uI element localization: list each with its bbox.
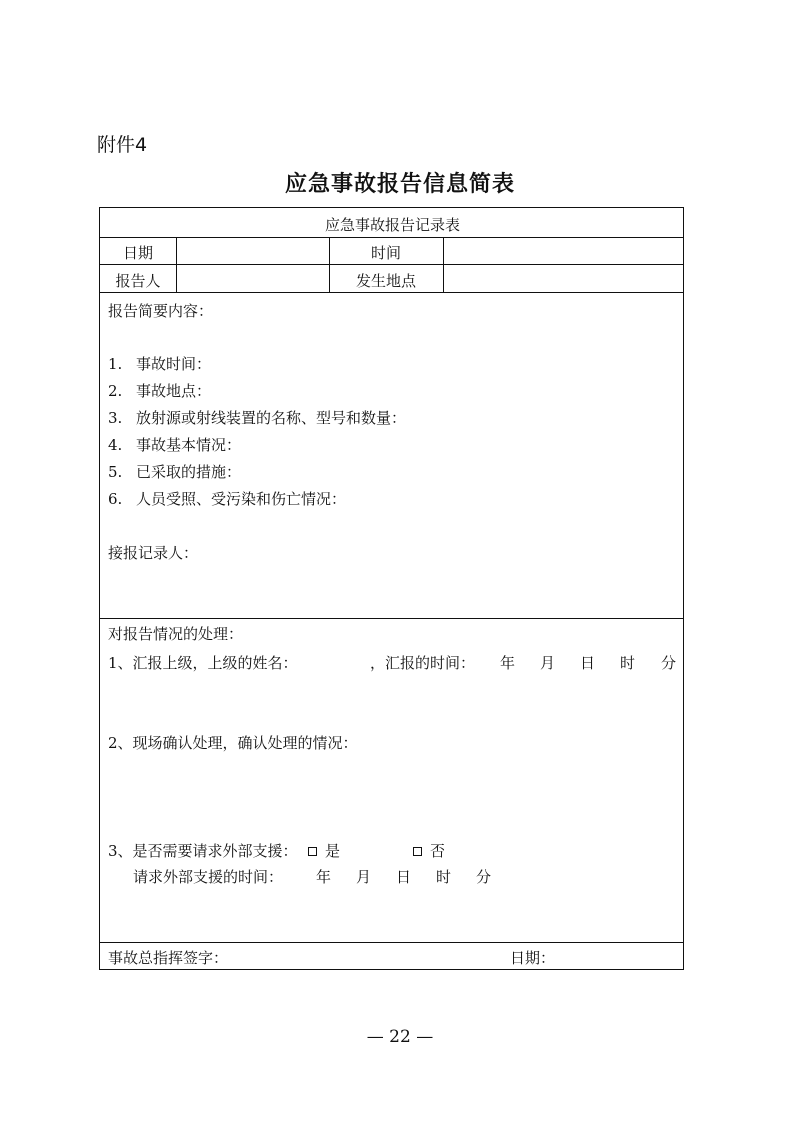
- summary-item: [108, 407, 406, 428]
- option-no[interactable]: [413, 840, 445, 861]
- report-superior-text: 1、汇报上级，上级的姓名：: [108, 654, 298, 672]
- unit-minute: 分: [661, 654, 677, 672]
- unit-day: 日: [396, 868, 412, 886]
- unit-year: 年: [316, 868, 332, 886]
- rule-row2: [100, 292, 683, 293]
- item-text: 事故基本情况：: [136, 436, 242, 454]
- checkbox-yes-icon[interactable]: [308, 847, 317, 856]
- document-title: 应急事故报告信息简表: [284, 171, 515, 197]
- rule-summary: [100, 618, 683, 619]
- report-form: [99, 207, 684, 970]
- unit-month: 月: [540, 654, 556, 672]
- reporter-label: 报告人: [115, 272, 161, 290]
- handling-heading: 对报告情况的处理：: [108, 625, 244, 643]
- reporter-field[interactable]: [177, 265, 329, 292]
- summary-item: [108, 434, 241, 455]
- support-time-label: 请求外部支援的时间：: [133, 868, 284, 886]
- location-label: 发生地点: [355, 272, 416, 290]
- signature-label: 事故总指挥签字：: [108, 949, 229, 967]
- footer-date-label: 日期：: [510, 949, 556, 967]
- item-text: 人员受照、受污染和伤亡情况：: [136, 490, 347, 508]
- summary-item: [108, 461, 241, 482]
- item-number: 2.: [108, 382, 123, 400]
- item-text: 放射源或射线装置的名称、型号和数量：: [136, 409, 407, 427]
- unit-month: 月: [356, 868, 372, 886]
- item-text: 事故时间：: [136, 355, 212, 373]
- item-text: 已采取的措施：: [136, 463, 242, 481]
- onsite-handling-text: 2、现场确认处理，确认处理的情况：: [108, 734, 358, 752]
- time-field[interactable]: [444, 238, 684, 264]
- rule-handling: [100, 942, 683, 943]
- option-yes-label: 是: [325, 842, 341, 860]
- option-yes[interactable]: [308, 840, 340, 861]
- receiver-label: 接报记录人：: [108, 544, 199, 562]
- item-number: 6.: [108, 490, 123, 508]
- summary-heading: 报告简要内容：: [108, 302, 214, 320]
- report-time-text: ，汇报的时间：: [370, 654, 476, 672]
- unit-hour: 时: [436, 868, 452, 886]
- option-no-label: 否: [430, 842, 446, 860]
- location-field[interactable]: [444, 265, 684, 292]
- item-number: 5.: [108, 463, 123, 481]
- summary-item: [108, 353, 211, 374]
- unit-year: 年: [500, 654, 516, 672]
- item-text: 事故地点：: [136, 382, 212, 400]
- item-number: 4.: [108, 436, 123, 454]
- unit-day: 日: [580, 654, 596, 672]
- external-support-text: 3、是否需要请求外部支援：: [108, 842, 298, 860]
- unit-minute: 分: [476, 868, 492, 886]
- time-label: 时间: [370, 244, 401, 262]
- item-number: 1.: [108, 355, 123, 373]
- date-field[interactable]: [177, 238, 329, 264]
- date-label: 日期: [122, 244, 153, 262]
- page-number: — 22 —: [366, 1027, 434, 1047]
- unit-hour: 时: [620, 654, 636, 672]
- form-header: 应急事故报告记录表: [324, 216, 460, 234]
- checkbox-no-icon[interactable]: [413, 847, 422, 856]
- item-number: 3.: [108, 409, 123, 427]
- summary-item: [108, 488, 346, 509]
- attachment-label: 附件4: [97, 134, 148, 156]
- summary-item: [108, 380, 211, 401]
